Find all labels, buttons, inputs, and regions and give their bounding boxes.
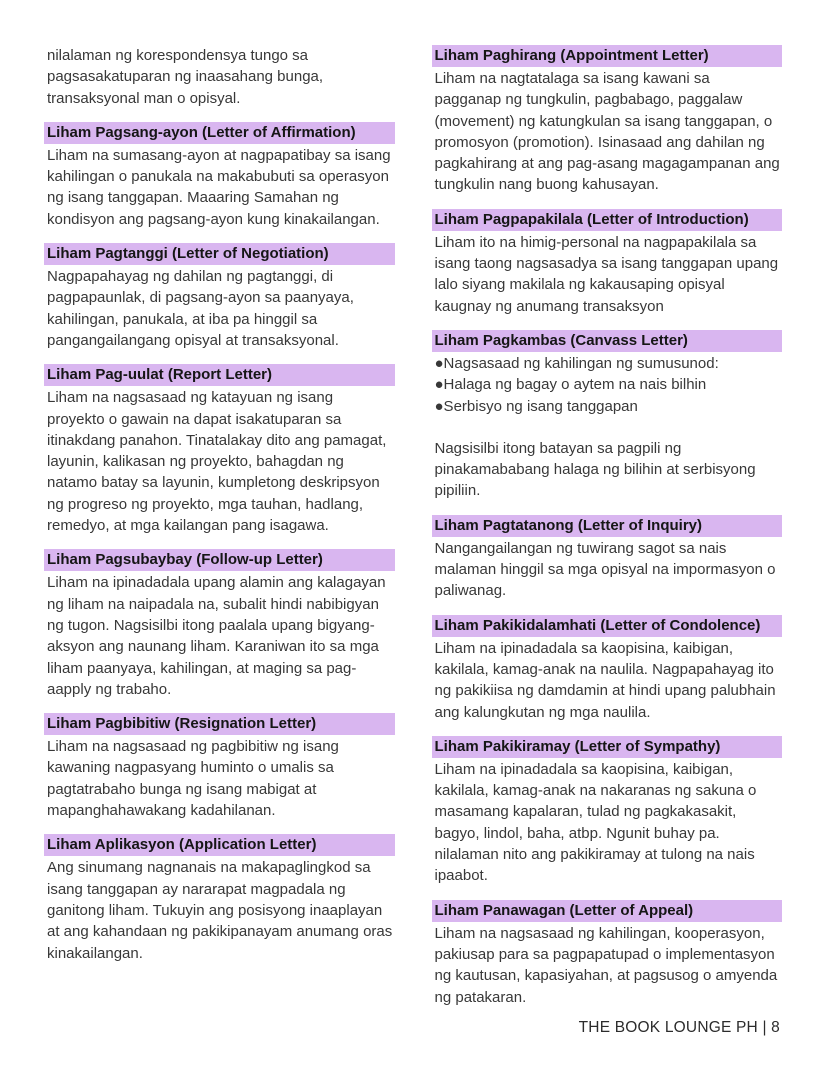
section-heading: Liham Panawagan (Letter of Appeal)	[432, 900, 783, 922]
section-pakikidalamhati	[435, 615, 781, 723]
page-footer: THE BOOK LOUNGE PH | 8	[578, 1018, 780, 1036]
section-panawagan	[435, 900, 781, 1008]
bullet-item: ●Halaga ng bagay o aytem na nais bilhin	[434, 376, 707, 394]
section-body: Liham na ipinadadala sa kaopisina, kaibigan, kakilala, kamag-anak na naulila. Nagpapahayag ito ng pakikiisa ng damdamin at hindi upang palubhain ang kalungkutan ng mga naulila.	[434, 639, 776, 721]
section-body: Liham na nagsasaad ng kahilingan, kooperasyon, pakiusap para sa pagpapatupad o implementasyon ng kautusan, kapasiyahan, at pagsusog o amyenda ng patakaran.	[434, 924, 778, 1006]
section-body: Ang sinumang nagnanais na makapaglingkod sa isang tanggapan ay nararapat magpadala ng ganitong liham. Tukuyin ang posisyong inaaplayan at ang kahandaan ng pakikipanayam anumang oras kinakailangan.	[47, 859, 393, 962]
section-heading: Liham Pagkambas (Canvass Letter)	[432, 330, 783, 352]
intro-paragraph: nilalaman ng korespondensya tungo sa pagsasakatuparan ng inaasahang bunga, transaksyonal man o opisyal.	[47, 47, 324, 107]
section-pagtanggi	[47, 243, 393, 351]
section-aplikasyon	[47, 834, 393, 963]
section-body: Nagpapahayag ng dahilan ng pagtanggi, di pagpapaunlak, di pagsang-ayon sa paanyaya, kahilingan, panukala, at iba pa hinggil sa pangangailangang opisyal at transaksyonal.	[47, 268, 354, 349]
section-body: Liham na ipinadadala sa kaopisina, kaibigan, kakilala, kamag-anak na nakaranas ng sakuna o masamang kapalaran, tulad ng pagkakasakit, bagyo, lindol, baha, atbp. Ngunit buhay pa. nilalaman nito ang pakikiramay at tulong na nais ipaabot.	[434, 760, 757, 885]
section-heading: Liham Pagbibitiw (Resignation Letter)	[44, 713, 395, 735]
section-pagtatanong	[435, 515, 781, 602]
section-heading: Liham Pakikidalamhati (Letter of Condolence)	[432, 615, 783, 637]
section-body: Liham na ipinadadala upang alamin ang kalagayan ng liham na naipadala na, subalit hindi nabibigyan ng tugon. Nagsisilbi itong paalala upang bigyang-aksyon ang naunang liham. Karaniwan ito sa mga liham paanyaya, kahilingan, at maging sa pag-aapply ng trabaho.	[47, 574, 386, 698]
section-pagsang-ayon	[47, 122, 393, 230]
section-heading: Liham Pagtatanong (Letter of Inquiry)	[432, 515, 783, 537]
section-pakikiramay	[435, 736, 781, 887]
section-heading: Liham Pag-uulat (Report Letter)	[44, 364, 395, 386]
section-heading: Liham Pagpapakilala (Letter of Introduction)	[432, 209, 783, 231]
section-heading: Liham Paghirang (Appointment Letter)	[432, 45, 783, 67]
section-body: Liham na nagsasaad ng pagbibitiw ng isang kawaning nagpasyang huminto o umalis sa pagtatrabaho bunga ng isang mabigat at mapanghahawakang kadahilanan.	[47, 738, 339, 820]
section-body: Liham na nagtatalaga sa isang kawani sa pagganap ng tungkulin, pagbabago, paggalaw (movement) ng katungkulan sa isang tanggapan, o promosyon (promotion). Isinasaad ang dahilan ng pagkahirang at ang pag-asang magagampanan ang tungkulin nang buong kahusayan.	[434, 70, 780, 194]
section-body: Nangangailangan ng tuwirang sagot sa nais malaman hinggil sa mga opisyal na impormasyon o paliwanag.	[434, 539, 776, 600]
section-pagpapakilala	[435, 209, 781, 317]
section-body: Liham na sumasang-ayon at nagpapatibay sa isang kahilingan o panukala na makabubuti sa operasyon ng isang tanggapan. Maaaring Samahan ng kondisyon ang pagsang-ayon kung kinakailangan.	[47, 146, 391, 228]
bullet-item: ●Nagsasaad ng kahilingan ng sumusunod:	[434, 354, 719, 372]
section-body: Liham na nagsasaad ng katayuan ng isang proyekto o gawain na dapat isakatuparan sa itinakdang panahon. Tinatalakay dito ang pamagat, layunin, kalikasan ng proyekto, bahagdan ng natamo batay sa layunin, kumpletong deskripsyon ng progreso ng proyekto, mga tauhan, hadlang, remedyo, at mga kailangan pang isagawa.	[47, 389, 387, 535]
section-pagbibitiw	[47, 713, 393, 821]
right-column	[435, 32, 781, 1038]
left-column	[47, 45, 393, 1038]
section-pagsubaybay	[47, 549, 393, 700]
section-paghirang	[435, 45, 781, 196]
section-heading: Liham Pagtanggi (Letter of Negotiation)	[44, 243, 395, 265]
bullet-item: ●Serbisyo ng isang tanggapan	[434, 397, 638, 415]
section-heading: Liham Pagsubaybay (Follow-up Letter)	[44, 549, 395, 571]
section-heading: Liham Pakikiramay (Letter of Sympathy)	[432, 736, 783, 758]
section-pag-uulat	[47, 364, 393, 536]
section-body: Liham ito na himig-personal na nagpapakilala sa isang taong nagsasadya sa isang tanggapan upang lalo siyang makilala ng kakausaping opisyal kaugnay ng anumang transaksyon	[434, 233, 779, 315]
section-heading: Liham Pagsang-ayon (Letter of Affirmation)	[44, 122, 395, 144]
section-pagkambas	[435, 330, 781, 502]
section-heading: Liham Aplikasyon (Application Letter)	[44, 834, 395, 856]
section-body: Nagsisilbi itong batayan sa pagpili ng pinakamababang halaga ng bilihin at serbisyong pipiliin.	[434, 439, 756, 500]
two-column-layout	[47, 45, 780, 1038]
